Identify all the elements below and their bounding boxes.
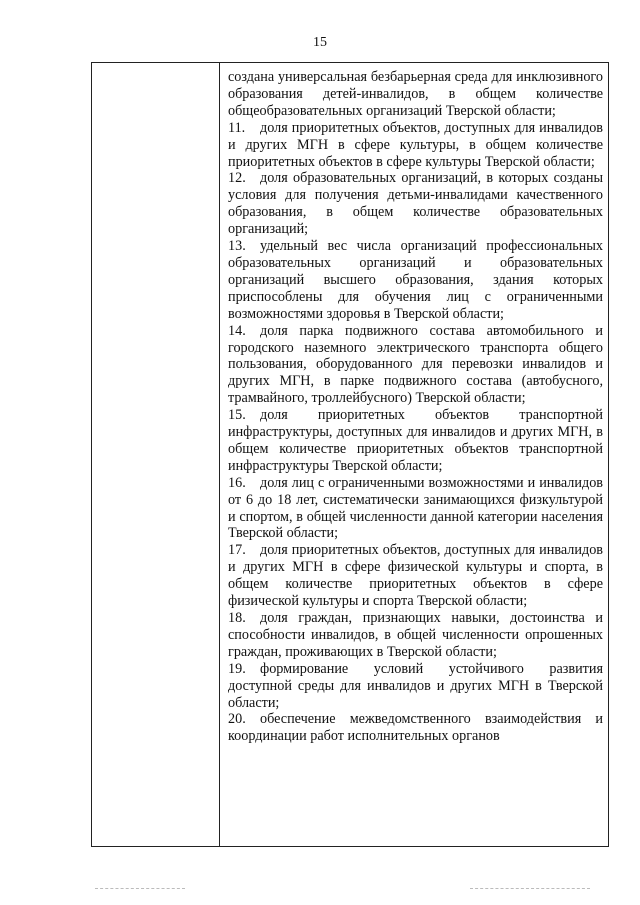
list-item-text: удельный вес числа организаций профессиональных образовательных организаций и образовательных организаций высшего образования, здания которых приспособлены для обучения лиц с ограниченными возможностями здоровья в Тверской области; — [228, 238, 603, 322]
list-item-text: доля приоритетных объектов, доступных для инвалидов и других МГН в сфере культуры, в общем количестве приоритетных объектов в сфере культуры Тверской области; — [228, 119, 603, 170]
page-number: 15 — [313, 35, 327, 50]
list-item-number: 12. — [228, 170, 246, 187]
document-table — [91, 62, 609, 847]
list-item — [228, 323, 603, 408]
list-item-number: 13. — [228, 238, 246, 255]
list-item — [228, 661, 603, 712]
list-item — [228, 475, 603, 543]
list-item-text: доля граждан, признающих навыки, достоинства и способности инвалидов, в общей численности опрошенных граждан, проживающих в Тверской области; — [228, 610, 603, 660]
list-item — [228, 238, 603, 323]
list-item-text: создана универсальная безбарьерная среда для инклюзивного образования детей-инвалидов, в общем количестве общеобразовательных организаций Тверской области; — [228, 69, 603, 119]
list-item-number: 17. — [228, 542, 246, 559]
list-item — [228, 69, 603, 120]
list-item-number: 20. — [228, 711, 246, 728]
footer-line-left — [95, 888, 185, 889]
list-item-number: 16. — [228, 474, 246, 491]
list-item — [228, 170, 603, 238]
table-text-cell — [228, 69, 603, 745]
list-item — [228, 542, 603, 610]
list-item-number: 15. — [228, 407, 246, 424]
list-item-text: обеспечение межведомственного взаимодействия и координации работ исполнительных органов — [228, 711, 603, 745]
list-item — [228, 120, 603, 171]
list-item-number: 18. — [228, 610, 246, 626]
column-divider — [219, 63, 220, 846]
list-item — [228, 610, 603, 661]
list-item — [228, 407, 603, 475]
list-item-text: доля образовательных организаций, в которых созданы условия для получения детьми-инвалидами качественного образования, в общем количестве образовательных организаций; — [228, 170, 603, 238]
list-item-number: 19. — [228, 660, 246, 677]
list-item-text: формирование условий устойчивого развития доступной среды для инвалидов и других МГН в Тверской области; — [228, 660, 603, 711]
list-item-text: доля лиц с ограниченными возможностями и инвалидов от 6 до 18 лет, систематически занимающихся физкультурой и спортом, в общей численности данной категории населения Тверской области; — [228, 474, 603, 542]
list-item-number: 11. — [228, 119, 246, 136]
footer-line-right — [470, 888, 590, 889]
list-item-text: доля приоритетных объектов, доступных для инвалидов и других МГН в сфере физической культуры и спорта, в общем количестве приоритетных объектов в сфере физической культуры и спорта Тверской области; — [228, 542, 603, 610]
list-item-text: доля парка подвижного состава автомобильного и городского наземного электрического транспорта общего пользования, оборудованного для перевозки инвалидов и других МГН, в парке подвижного состава (автобусного, трамвайного, троллейбусного) Тверской области; — [228, 322, 603, 407]
list-item-text: доля приоритетных объектов транспортной инфраструктуры, доступных для инвалидов и других МГН, в общем количестве приоритетных объектов транспортной инфраструктуры Тверской области; — [228, 407, 603, 474]
list-item-number: 14. — [228, 322, 246, 339]
list-item — [228, 711, 603, 745]
